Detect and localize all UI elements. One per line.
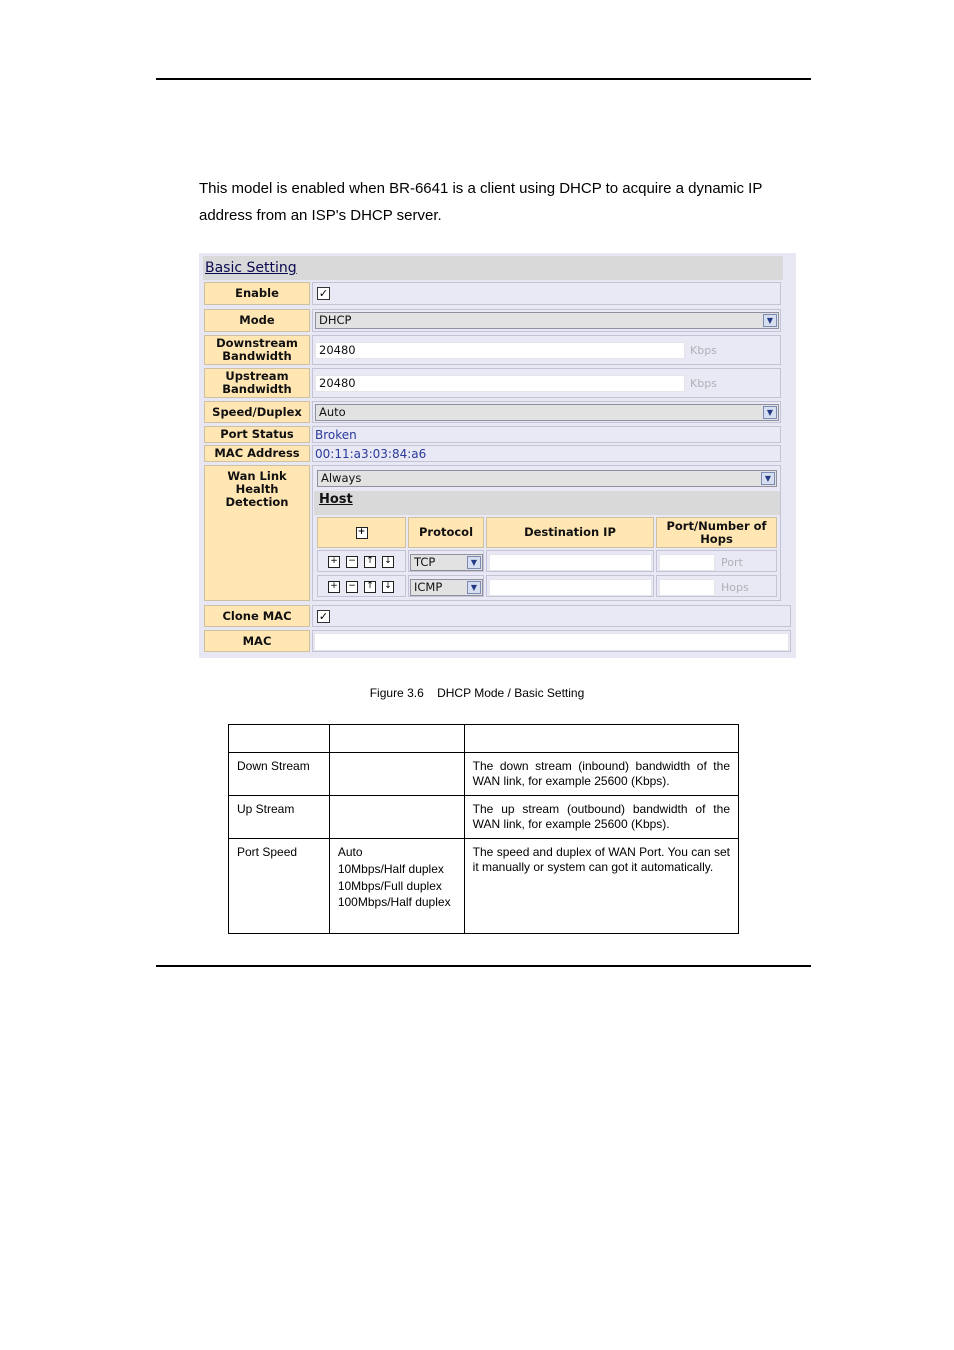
- mode-value: DHCP: [319, 313, 352, 327]
- table-cell: [329, 796, 464, 839]
- intro-paragraph: This model is enabled when BR-6641 is a client using DHCP to acquire a dynamic IP address from an ISP's DHCP server.: [199, 180, 763, 224]
- clone-mac-label: Clone MAC: [204, 605, 310, 627]
- host-row-controls: [317, 550, 406, 572]
- table-cell: [229, 725, 330, 753]
- table-cell: The down stream (inbound) bandwidth of the WAN link, for example 25600 (Kbps).: [464, 753, 738, 796]
- clone-mac-row: [312, 605, 791, 627]
- option-text: 10Mbps/Half duplex: [337, 862, 444, 876]
- mac-address-value: 00:11:a3:03:84:a6: [315, 447, 427, 461]
- table-row: [229, 839, 739, 934]
- table-cell: The speed and duplex of WAN Port. You can set it manually or system can got it automatically.: [464, 839, 738, 934]
- hops-input[interactable]: [659, 579, 715, 596]
- host-row-dest-cell: [486, 550, 654, 572]
- chevron-down-icon[interactable]: ▼: [763, 314, 777, 327]
- upstream-row: [312, 368, 781, 398]
- downstream-label: Downstream Bandwidth: [204, 335, 310, 365]
- downstream-input[interactable]: 20480: [315, 342, 685, 359]
- move-up-icon[interactable]: ↑: [364, 581, 376, 593]
- header-rule: [156, 78, 811, 80]
- port-input[interactable]: [659, 554, 715, 571]
- option-text: 100Mbps/Half duplex: [337, 895, 451, 909]
- mode-row: [312, 309, 781, 332]
- destination-ip-input[interactable]: [489, 554, 652, 571]
- mac-address-row: [312, 445, 781, 462]
- speed-duplex-value: Auto: [319, 405, 346, 419]
- mac-row: [312, 630, 791, 652]
- figure-caption: Figure 3.6 DHCP Mode / Basic Setting: [369, 686, 585, 700]
- destination-ip-input[interactable]: [489, 579, 652, 596]
- protocol-value: ICMP: [414, 580, 443, 594]
- downstream-unit: Kbps: [690, 344, 717, 357]
- port-status-row: [312, 426, 781, 443]
- option-text: 10Mbps/Full duplex: [337, 879, 442, 893]
- host-row-port-cell: [656, 575, 777, 597]
- port-status-value: Broken: [315, 428, 357, 442]
- host-row-protocol-cell: [408, 575, 484, 597]
- table-cell: Up Stream: [229, 796, 330, 839]
- chevron-down-icon[interactable]: ▼: [761, 472, 775, 485]
- table-header-row: [229, 725, 739, 753]
- chevron-down-icon[interactable]: ▼: [763, 406, 777, 419]
- port-hops-header: Port/Number of Hops: [656, 517, 777, 548]
- protocol-select[interactable]: [410, 579, 483, 596]
- enable-checkbox[interactable]: ✓: [318, 287, 329, 300]
- option-text: Auto: [337, 845, 363, 859]
- host-add-header: [317, 517, 406, 548]
- add-icon[interactable]: +: [356, 527, 368, 539]
- upstream-unit: Kbps: [690, 377, 717, 390]
- table-row: [229, 753, 739, 796]
- protocol-header: Protocol: [408, 517, 484, 548]
- basic-setting-screenshot: [199, 253, 796, 658]
- hops-placeholder: Hops: [721, 581, 749, 594]
- upstream-label: Upstream Bandwidth: [204, 368, 310, 398]
- move-up-icon[interactable]: ↑: [364, 556, 376, 568]
- section-title: Basic Setting: [205, 260, 297, 276]
- footer-rule: [156, 965, 811, 967]
- table-cell: [329, 839, 464, 934]
- chevron-down-icon[interactable]: ▼: [467, 556, 481, 569]
- wan-health-row: [312, 465, 781, 601]
- mac-address-label: MAC Address: [204, 445, 310, 462]
- move-down-icon[interactable]: ↓: [382, 581, 394, 593]
- section-title-bar: [203, 256, 783, 280]
- host-row-port-cell: [656, 550, 777, 572]
- table-cell: Port Speed: [229, 839, 330, 934]
- enable-label: Enable: [204, 282, 310, 305]
- upstream-input[interactable]: 20480: [315, 375, 685, 392]
- host-row-protocol-cell: [408, 550, 484, 572]
- mode-select[interactable]: [315, 312, 779, 329]
- port-status-label: Port Status: [204, 426, 310, 443]
- table-cell: [329, 753, 464, 796]
- remove-row-icon[interactable]: −: [346, 581, 358, 593]
- downstream-row: [312, 335, 781, 365]
- wan-health-select[interactable]: [317, 470, 777, 487]
- destination-ip-header: Destination IP: [486, 517, 654, 548]
- protocol-select[interactable]: [410, 554, 483, 571]
- host-title-bar: [314, 491, 780, 515]
- chevron-down-icon[interactable]: ▼: [467, 581, 481, 594]
- mac-label: MAC: [204, 630, 310, 652]
- remove-row-icon[interactable]: −: [346, 556, 358, 568]
- mode-label: Mode: [204, 309, 310, 332]
- table-row: [229, 796, 739, 839]
- host-row-dest-cell: [486, 575, 654, 597]
- wan-health-value: Always: [321, 471, 362, 485]
- parameter-table: [228, 724, 739, 934]
- table-cell: Down Stream: [229, 753, 330, 796]
- table-cell: [464, 725, 738, 753]
- port-placeholder: Port: [721, 556, 743, 569]
- wan-health-label: Wan Link Health Detection: [204, 465, 310, 601]
- protocol-value: TCP: [414, 555, 436, 569]
- add-row-icon[interactable]: +: [328, 556, 340, 568]
- clone-mac-checkbox[interactable]: ✓: [318, 610, 329, 623]
- mac-input[interactable]: [314, 633, 789, 651]
- host-row-controls: [317, 575, 406, 597]
- enable-row: [312, 282, 781, 305]
- speed-duplex-label: Speed/Duplex: [204, 401, 310, 423]
- add-row-icon[interactable]: +: [328, 581, 340, 593]
- table-cell: The up stream (outbound) bandwidth of the WAN link, for example 25600 (Kbps).: [464, 796, 738, 839]
- speed-duplex-select[interactable]: [315, 404, 779, 421]
- table-cell: [329, 725, 464, 753]
- move-down-icon[interactable]: ↓: [382, 556, 394, 568]
- host-title: Host: [319, 492, 353, 507]
- speed-duplex-row: [312, 401, 781, 423]
